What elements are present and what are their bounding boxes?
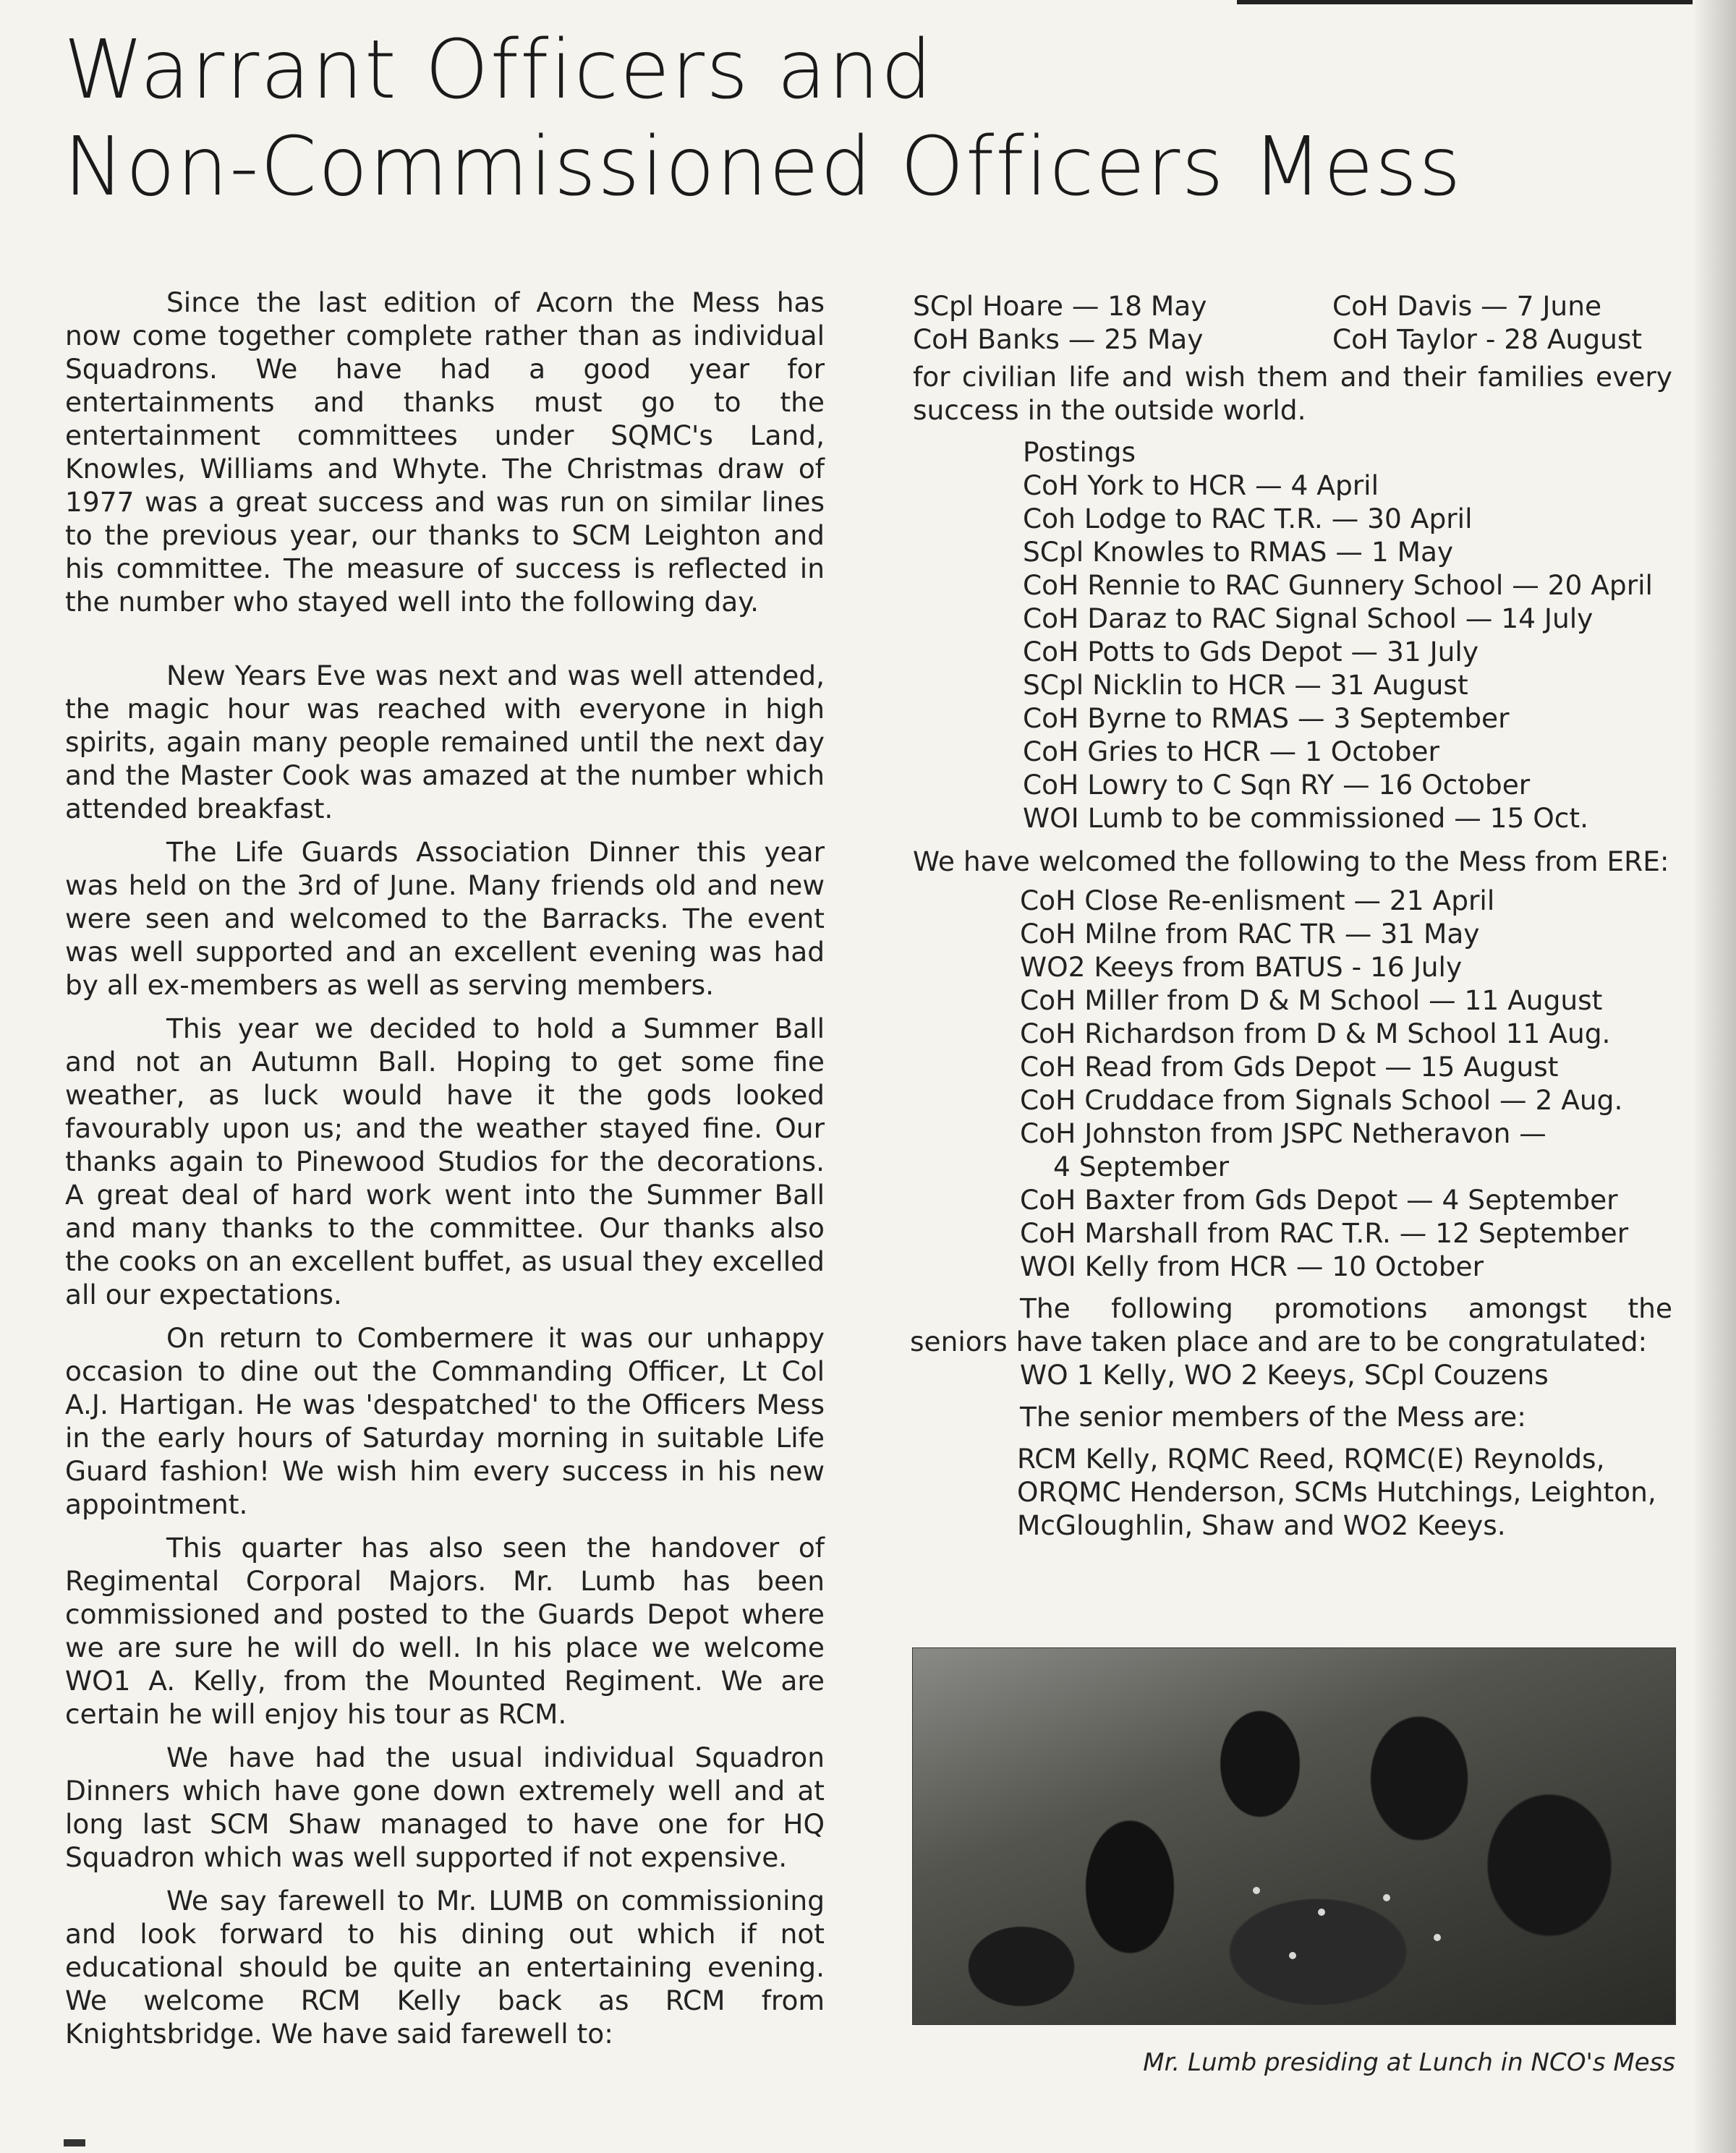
farewell-row — [913, 289, 1672, 323]
promotions-line-2: seniors have taken place and are to be congratulated: — [910, 1326, 1648, 1357]
paragraph-summer-ball: This year we decided to hold a Summer Ball and not an Autumn Ball. Hoping to get some fine weather, as luck would have it the gods looked favourably upon us; and the weather stayed fine. Our thanks again to Pinewood Studios for the decorations. A great deal of hard work went into the Summer Ball and many thanks to the committee. Our thanks also the cooks on an excellent buffet, as usual they excelled all our expectations. — [65, 1012, 825, 1310]
posting-item: CoH Rennie to RAC Gunnery School — 20 April — [1023, 569, 1653, 601]
welcomed-item: CoH Read from Gds Depot — 15 August — [1020, 1051, 1559, 1083]
welcomed-item: CoH Johnston from JSPC Netheravon — — [1020, 1117, 1546, 1149]
title-line-2: Non-Commissioned Officers Mess — [64, 120, 1463, 214]
senior-members: RCM Kelly, RQMC Reed, RQMC(E) Reynolds, ORQMC Henderson, SCMs Hutchings, Leighton, McGloughlin, Shaw and WO2 Keeys. — [1017, 1443, 1656, 1541]
photo-highlight — [1289, 1952, 1296, 1959]
farewell-name: CoH Banks — 25 May — [913, 323, 1204, 355]
welcomed-text: We have welcomed the following to the Mess from ERE: — [913, 845, 1669, 877]
posting-item: CoH Daraz to RAC Signal School — 14 July — [1023, 602, 1594, 634]
welcomed-item: CoH Milne from RAC TR — 31 May — [1020, 918, 1480, 950]
farewell-name: CoH Taylor - 28 August — [1332, 323, 1643, 355]
paragraph-association-dinner: The Life Guards Association Dinner this year was held on the 3rd of June. Many friends old and new were seen and welcomed to the Barracks. The event was well supported and an excellent evening was had by all ex-members as well as serving members. — [65, 836, 825, 1001]
welcomed-list — [1020, 884, 1672, 1283]
page-number-mark — [64, 2139, 85, 2146]
welcomed-item: CoH Marshall from RAC T.R. — 12 September — [1020, 1217, 1629, 1249]
page-title — [64, 22, 1583, 216]
welcomed-item: CoH Cruddace from Signals School — 2 Aug. — [1020, 1084, 1623, 1116]
posting-item: CoH Potts to Gds Depot — 31 July — [1023, 636, 1479, 668]
mess-lunch-photo — [912, 1647, 1676, 2025]
top-rule — [1237, 0, 1736, 4]
paragraph-commanding-officer: On return to Combermere it was our unhappy occasion to dine out the Commanding Officer, Lt Col A.J. Hartigan. He was 'despatched' to the Officers Mess in the early hours of Saturday morning in suitable Life Guard fashion! We wish him every success in his new appointment. — [65, 1322, 825, 1520]
promotions-list: WO 1 Kelly, WO 2 Keeys, SCpl Couzens — [1020, 1359, 1549, 1391]
farewell-name: CoH Davis — 7 June — [1332, 290, 1602, 322]
paragraph-rcm-handover: This quarter has also seen the handover of Regimental Corporal Majors. Mr. Lumb has been commissioned and posted to the Guards Depot where we are sure he will do well. In his place we welcome WO1 A. Kelly, from the Mounted Regiment. We are certain he will enjoy his tour as RCM. — [65, 1532, 825, 1730]
page-gutter-shadow — [1693, 0, 1736, 2153]
postings-list — [1023, 435, 1672, 835]
posting-item: Coh Lodge to RAC T.R. — 30 April — [1023, 503, 1473, 534]
paragraph-mess-intro: Since the last edition of Acorn the Mess has now come together complete rather than as individual Squadrons. We have had a good year for entertainments and thanks must go to the entertainment committees under SQMC's Land, Knowles, Williams and Whyte. The Christmas draw of 1977 was a great success and was run on similar lines to the previous year, our thanks to SCM Leighton and his committee. The measure of success is reflected in the number who stayed well into the following day. — [65, 286, 825, 618]
photo-caption: Mr. Lumb presiding at Lunch in NCO's Mess — [1143, 2048, 1675, 2077]
welcomed-item: CoH Richardson from D & M School 11 Aug. — [1020, 1018, 1611, 1049]
posting-item: SCpl Knowles to RMAS — 1 May — [1023, 536, 1454, 568]
posting-item: SCpl Nicklin to HCR — 31 August — [1023, 669, 1468, 701]
welcomed-item: 4 September — [1053, 1151, 1230, 1182]
posting-item: CoH Lowry to C Sqn RY — 16 October — [1023, 769, 1531, 801]
farewell-row — [913, 323, 1672, 356]
posting-item: CoH Byrne to RMAS — 3 September — [1023, 702, 1510, 734]
paragraph-new-years-eve: New Years Eve was next and was well attended, the magic hour was reached with everyone in high spirits, again many people remained until the next day and the Master Cook was amazed at the number which attended breakfast. — [65, 660, 825, 824]
senior-heading: The senior members of the Mess are: — [1020, 1401, 1526, 1433]
title-line-1: Warrant Officers and — [64, 23, 934, 117]
promotions-line-1: The following promotions amongst the — [1020, 1292, 1672, 1324]
photo-highlight — [1253, 1887, 1260, 1894]
posting-item: CoH York to HCR — 4 April — [1023, 469, 1379, 501]
postings-heading: Postings — [1023, 436, 1136, 468]
paragraph-farewell: We say farewell to Mr. LUMB on commissioning and look forward to his dining out which if not educational should be quite an entertaining evening. We welcome RCM Kelly back as RCM from Knightsbridge. We have said farewell to: — [65, 1885, 825, 2050]
posting-item: CoH Gries to HCR — 1 October — [1023, 736, 1439, 767]
right-column — [910, 289, 1672, 1542]
posting-item: WOI Lumb to be commissioned — 15 Oct. — [1023, 802, 1589, 834]
welcomed-item: WO2 Keeys from BATUS - 16 July — [1020, 951, 1463, 983]
photo-highlight — [1318, 1909, 1325, 1916]
welcomed-item: WOI Kelly from HCR — 10 October — [1020, 1250, 1484, 1282]
photo-highlight — [1434, 1934, 1441, 1941]
paragraph-squadron-dinners: We have had the usual individual Squadron Dinners which have gone down extremely well and at long last SCM Shaw managed to have one for HQ Squadron which was well supported if not expensive. — [65, 1741, 825, 1873]
farewell-name: SCpl Hoare — 18 May — [913, 290, 1207, 322]
photo-highlight — [1383, 1894, 1390, 1901]
welcomed-item: CoH Miller from D & M School — 11 August — [1020, 984, 1603, 1016]
welcomed-item: CoH Close Re-enlisment — 21 April — [1020, 884, 1495, 916]
welcomed-item: CoH Baxter from Gds Depot — 4 September — [1020, 1184, 1618, 1216]
farewell-text: for civilian life and wish them and their families every success in the outside world. — [913, 361, 1672, 426]
left-column — [65, 286, 825, 2050]
